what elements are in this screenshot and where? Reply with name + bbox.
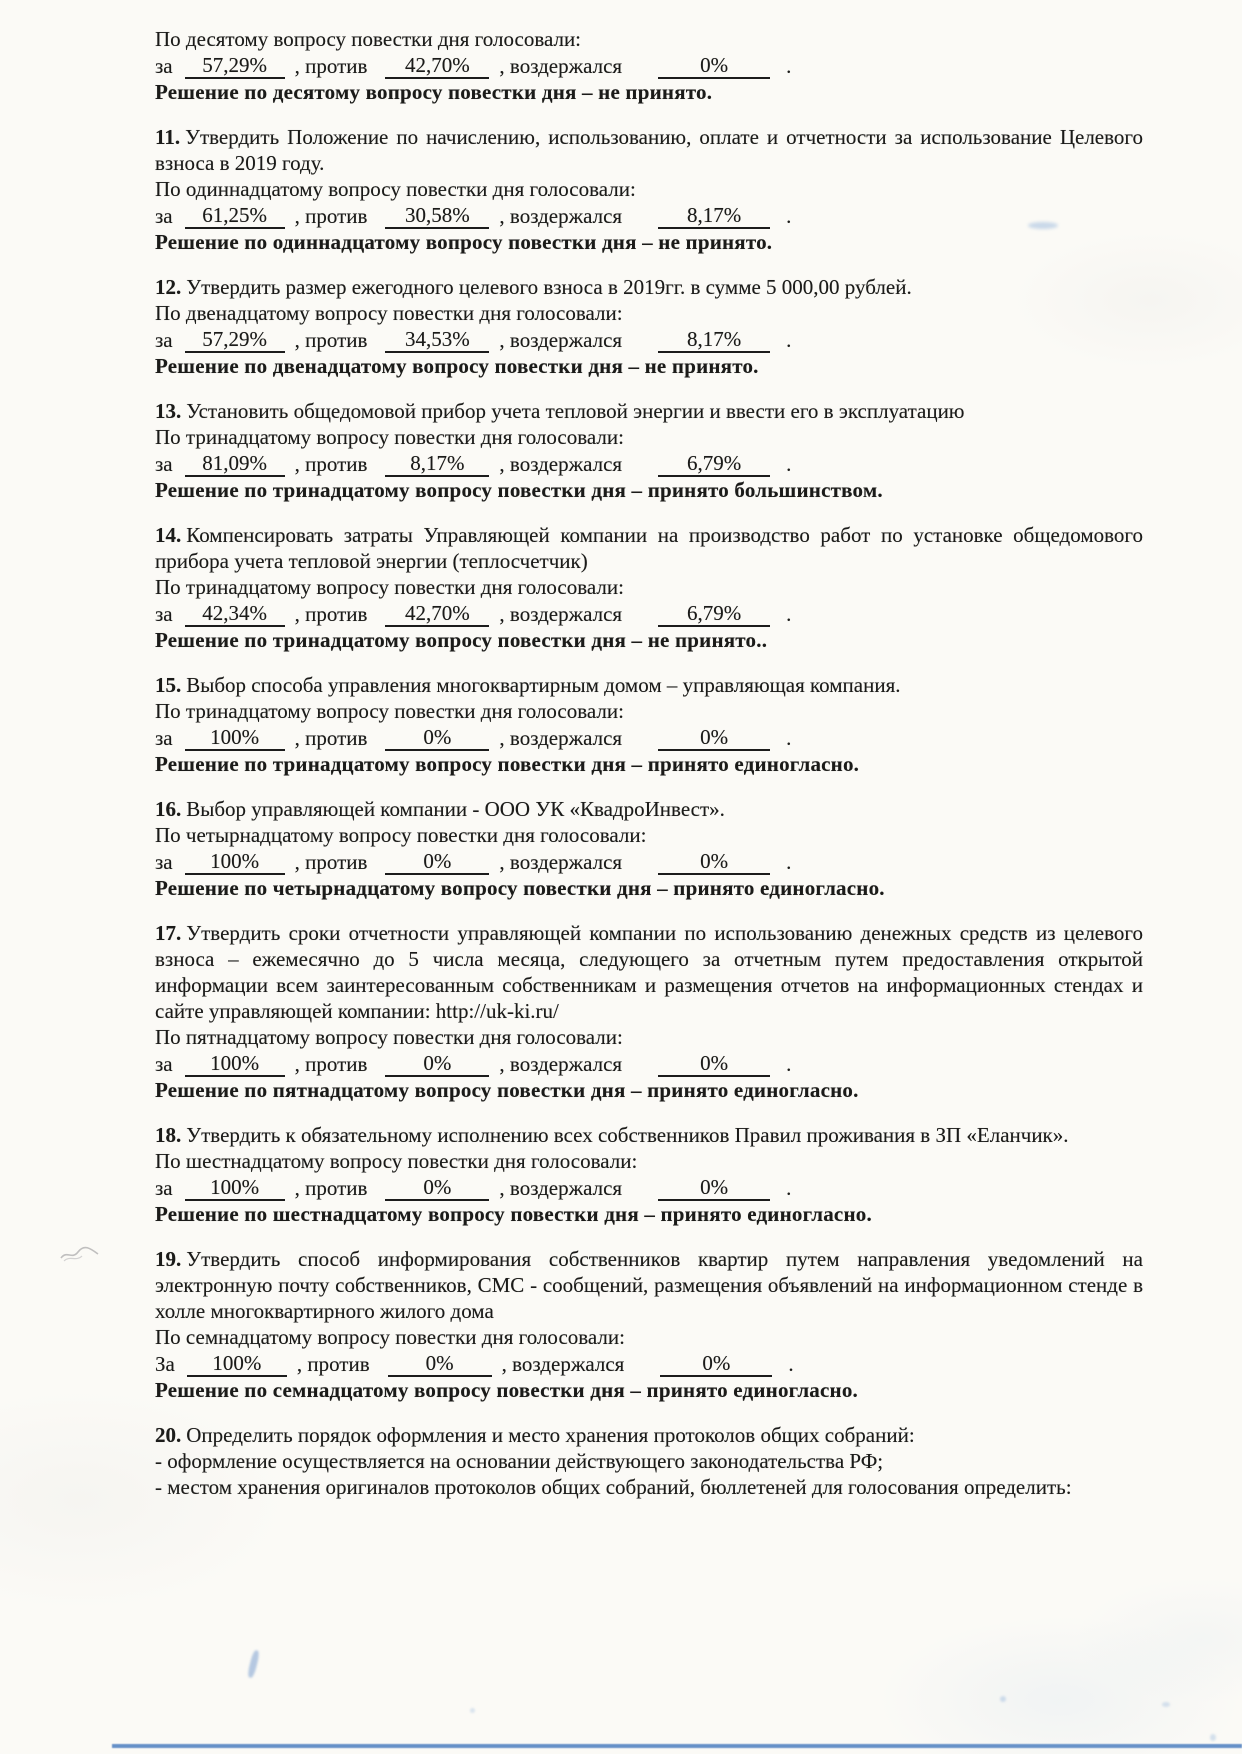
vote-line	[155, 52, 1143, 79]
vote-value-protiv: 0%	[385, 1174, 489, 1201]
agenda-item-question-text: Выбор управляющей компании - ООО УК «КвадроИнвест».	[186, 797, 725, 821]
agenda-item-number: 15.	[155, 673, 182, 697]
vote-label-protiv: , против	[294, 328, 368, 352]
decision-line: Решение по семнадцатому вопросу повестки дня – принято единогласно.	[155, 1378, 858, 1402]
agenda-item-question-text: Утвердить способ информирования собственников квартир путем направления уведомлений на электронную почту собственников, СМС - сообщений, размещения объявлений на информационном стенде в холле многоквартирного жилого дома	[155, 1247, 1143, 1323]
decision-line: Решение по четырнадцатому вопросу повестки дня – принято единогласно.	[155, 876, 885, 900]
vote-value-za: 100%	[185, 848, 285, 875]
agenda-item-number: 16.	[155, 797, 182, 821]
agenda-item-question	[155, 920, 1143, 1024]
agenda-item-subline: - местом хранения оригиналов протоколов общих собраний, бюллетеней для голосования определить:	[155, 1475, 1072, 1499]
vote-line-period: .	[786, 54, 792, 78]
agenda-item-question	[155, 672, 1143, 698]
agenda-item-question-text: Выбор способа управления многоквартирным домом – управляющая компания.	[186, 673, 901, 697]
agenda-item-question-text: Установить общедомовой прибор учета тепловой энергии и ввести его в эксплуатацию	[186, 399, 965, 423]
vote-line-period: .	[786, 328, 792, 352]
vote-label-protiv: , против	[296, 1352, 370, 1376]
vote-intro-line: По четырнадцатому вопросу повестки дня голосовали:	[155, 823, 647, 847]
vote-label-vozderzhalsya: , воздержался	[499, 328, 623, 352]
vote-value-za: 100%	[187, 1350, 287, 1377]
agenda-item-number: 20.	[155, 1423, 182, 1447]
vote-line	[155, 600, 1143, 627]
agenda-item-question	[155, 124, 1143, 176]
agenda-item-question	[155, 796, 1143, 822]
vote-line-period: .	[786, 726, 792, 750]
vote-line-period: .	[786, 1176, 792, 1200]
vote-value-protiv: 8,17%	[385, 450, 489, 477]
vote-line-period: .	[786, 452, 792, 476]
agenda-item	[155, 522, 1143, 653]
vote-intro-line: По тринадцатому вопросу повестки дня голосовали:	[155, 699, 624, 723]
decision-line: Решение по тринадцатому вопросу повестки дня – принято единогласно.	[155, 752, 860, 776]
agenda-item-number: 11.	[155, 125, 181, 149]
vote-label-vozderzhalsya: , воздержался	[499, 726, 623, 750]
agenda-item	[155, 796, 1143, 901]
vote-line	[155, 326, 1143, 353]
vote-value-za: 81,09%	[185, 450, 285, 477]
agenda-item-question-text: Утвердить к обязательному исполнению всех собственников Правил проживания в ЗП «Еланчик».	[186, 1123, 1069, 1147]
vote-intro-line: По шестнадцатому вопросу повестки дня голосовали:	[155, 1149, 638, 1173]
agenda-item	[155, 26, 1143, 105]
vote-label-vozderzhalsya: , воздержался	[499, 1052, 623, 1076]
vote-label-vozderzhalsya: , воздержался	[499, 204, 623, 228]
decision-line: Решение по пятнадцатому вопросу повестки дня – принято единогласно.	[155, 1078, 859, 1102]
vote-label-za: за	[155, 1052, 173, 1076]
vote-intro-line: По семнадцатому вопросу повестки дня голосовали:	[155, 1325, 625, 1349]
agenda-item	[155, 920, 1143, 1103]
vote-line	[155, 724, 1143, 751]
vote-label-vozderzhalsya: , воздержался	[501, 1352, 625, 1376]
vote-value-protiv: 42,70%	[385, 600, 489, 627]
vote-value-vozderzhalsya: 0%	[660, 1350, 772, 1377]
vote-value-za: 42,34%	[185, 600, 285, 627]
vote-label-za: за	[155, 850, 173, 874]
vote-label-protiv: , против	[294, 726, 368, 750]
vote-value-vozderzhalsya: 0%	[658, 1050, 770, 1077]
vote-intro-line: По десятому вопросу повестки дня голосовали:	[155, 27, 582, 51]
vote-value-za: 57,29%	[185, 52, 285, 79]
vote-line	[155, 1174, 1143, 1201]
agenda-item	[155, 1422, 1143, 1500]
agenda-item-subline: - оформление осуществляется на основании действующего законодательства РФ;	[155, 1449, 884, 1473]
scan-artifact-smudge	[247, 1650, 261, 1679]
vote-value-vozderzhalsya: 0%	[658, 724, 770, 751]
scan-artifact-speck	[1162, 1702, 1170, 1707]
vote-intro-line: По двенадцатому вопросу повестки дня голосовали:	[155, 301, 623, 325]
vote-value-vozderzhalsya: 8,17%	[658, 202, 770, 229]
vote-intro-line: По тринадцатому вопросу повестки дня голосовали:	[155, 425, 624, 449]
agenda-item-number: 19.	[155, 1247, 182, 1271]
vote-line-period: .	[786, 1052, 792, 1076]
vote-label-vozderzhalsya: , воздержался	[499, 602, 623, 626]
vote-value-vozderzhalsya: 0%	[658, 52, 770, 79]
vote-label-protiv: , против	[294, 452, 368, 476]
agenda-item-question	[155, 522, 1143, 574]
vote-intro-line: По пятнадцатому вопросу повестки дня голосовали:	[155, 1025, 623, 1049]
agenda-item-question-text: Компенсировать затраты Управляющей компании на производство работ по установке общедомового прибора учета тепловой энергии (теплосчетчик)	[155, 523, 1143, 573]
vote-line	[155, 1050, 1143, 1077]
decision-line: Решение по двенадцатому вопросу повестки дня – не принято.	[155, 354, 759, 378]
vote-value-protiv: 0%	[385, 1050, 489, 1077]
vote-value-protiv: 42,70%	[385, 52, 489, 79]
vote-intro-line: По одиннадцатому вопросу повестки дня голосовали:	[155, 177, 636, 201]
agenda-item-question-text: Утвердить сроки отчетности управляющей компании по использованию денежных средств из целевого взноса – ежемесячно до 5 числа месяца, следующего за отчетным путем предоставления открытой информации всем заинтересованным собственникам и размещения отчетов на информационных стендах и сайте управляющей компании: http://uk-ki.ru/	[155, 921, 1143, 1023]
vote-value-za: 61,25%	[185, 202, 285, 229]
vote-label-za: за	[155, 452, 173, 476]
vote-value-vozderzhalsya: 6,79%	[658, 600, 770, 627]
vote-line	[155, 202, 1143, 229]
agenda-item-question	[155, 1122, 1143, 1148]
vote-value-vozderzhalsya: 6,79%	[658, 450, 770, 477]
vote-value-protiv: 34,53%	[385, 326, 489, 353]
agenda-item-number: 14.	[155, 523, 182, 547]
agenda-item	[155, 274, 1143, 379]
vote-value-vozderzhalsya: 0%	[658, 1174, 770, 1201]
vote-label-za: за	[155, 204, 173, 228]
vote-value-za: 100%	[185, 724, 285, 751]
scan-artifact-blue-line	[112, 1744, 1242, 1748]
decision-line: Решение по шестнадцатому вопросу повестки дня – принято единогласно.	[155, 1202, 872, 1226]
agenda-item	[155, 1246, 1143, 1403]
vote-line-period: .	[786, 602, 792, 626]
agenda-item-sublines	[155, 1448, 1143, 1500]
vote-value-protiv: 0%	[385, 848, 489, 875]
agenda-item-number: 17.	[155, 921, 182, 945]
vote-value-vozderzhalsya: 0%	[658, 848, 770, 875]
vote-label-za: за	[155, 602, 173, 626]
vote-label-za: за	[155, 328, 173, 352]
vote-value-za: 100%	[185, 1174, 285, 1201]
vote-label-za: за	[155, 1176, 173, 1200]
agenda-item-number: 12.	[155, 275, 182, 299]
vote-label-vozderzhalsya: , воздержался	[499, 452, 623, 476]
vote-label-protiv: , против	[294, 850, 368, 874]
agenda-item	[155, 398, 1143, 503]
agenda-item-question-text: Утвердить размер ежегодного целевого взноса в 2019гг. в сумме 5 000,00 рублей.	[186, 275, 912, 299]
vote-value-za: 100%	[185, 1050, 285, 1077]
decision-line: Решение по одиннадцатому вопросу повестки дня – не принято.	[155, 230, 773, 254]
scan-artifact-speck	[470, 1708, 475, 1713]
vote-value-protiv: 30,58%	[385, 202, 489, 229]
vote-line-period: .	[788, 1352, 794, 1376]
scan-artifact-speck	[1000, 1696, 1006, 1702]
vote-label-protiv: , против	[294, 1052, 368, 1076]
agenda-item-question	[155, 274, 1143, 300]
vote-label-vozderzhalsya: , воздержался	[499, 1176, 623, 1200]
vote-label-protiv: , против	[294, 204, 368, 228]
vote-label-protiv: , против	[294, 54, 368, 78]
vote-label-vozderzhalsya: , воздержался	[499, 850, 623, 874]
agenda-item-number: 13.	[155, 399, 182, 423]
decision-line: Решение по тринадцатому вопросу повестки дня – принято большинством.	[155, 478, 883, 502]
agenda-item-question	[155, 398, 1143, 424]
vote-value-za: 57,29%	[185, 326, 285, 353]
agenda-item-number: 18.	[155, 1123, 182, 1147]
agenda-item-question-text: Определить порядок оформления и место хранения протоколов общих собраний:	[186, 1423, 915, 1447]
vote-label-protiv: , против	[294, 1176, 368, 1200]
vote-value-protiv: 0%	[388, 1350, 492, 1377]
vote-label-protiv: , против	[294, 602, 368, 626]
agenda-item-question-text: Утвердить Положение по начислению, использованию, оплате и отчетности за использование Целевого взноса в 2019 году.	[155, 125, 1143, 175]
vote-value-protiv: 0%	[385, 724, 489, 751]
vote-value-vozderzhalsya: 8,17%	[658, 326, 770, 353]
vote-label-za: за	[155, 726, 173, 750]
agenda-item	[155, 1122, 1143, 1227]
vote-line	[155, 848, 1143, 875]
agenda-item-question	[155, 1246, 1143, 1324]
scan-artifact-pencil-mark	[58, 1242, 104, 1271]
vote-line-period: .	[786, 850, 792, 874]
decision-line: Решение по тринадцатому вопросу повестки дня – не принято..	[155, 628, 768, 652]
scanned-document-page	[155, 26, 1143, 1519]
vote-label-za: За	[155, 1352, 175, 1376]
agenda-item-question	[155, 1422, 1143, 1448]
vote-intro-line: По тринадцатому вопросу повестки дня голосовали:	[155, 575, 624, 599]
vote-label-za: за	[155, 54, 173, 78]
vote-line	[155, 450, 1143, 477]
scan-artifact-speck	[1210, 1734, 1216, 1741]
agenda-item	[155, 672, 1143, 777]
vote-label-vozderzhalsya: , воздержался	[499, 54, 623, 78]
vote-line-period: .	[786, 204, 792, 228]
vote-line	[155, 1350, 1143, 1377]
agenda-item	[155, 124, 1143, 255]
decision-line: Решение по десятому вопросу повестки дня – не принято.	[155, 80, 713, 104]
